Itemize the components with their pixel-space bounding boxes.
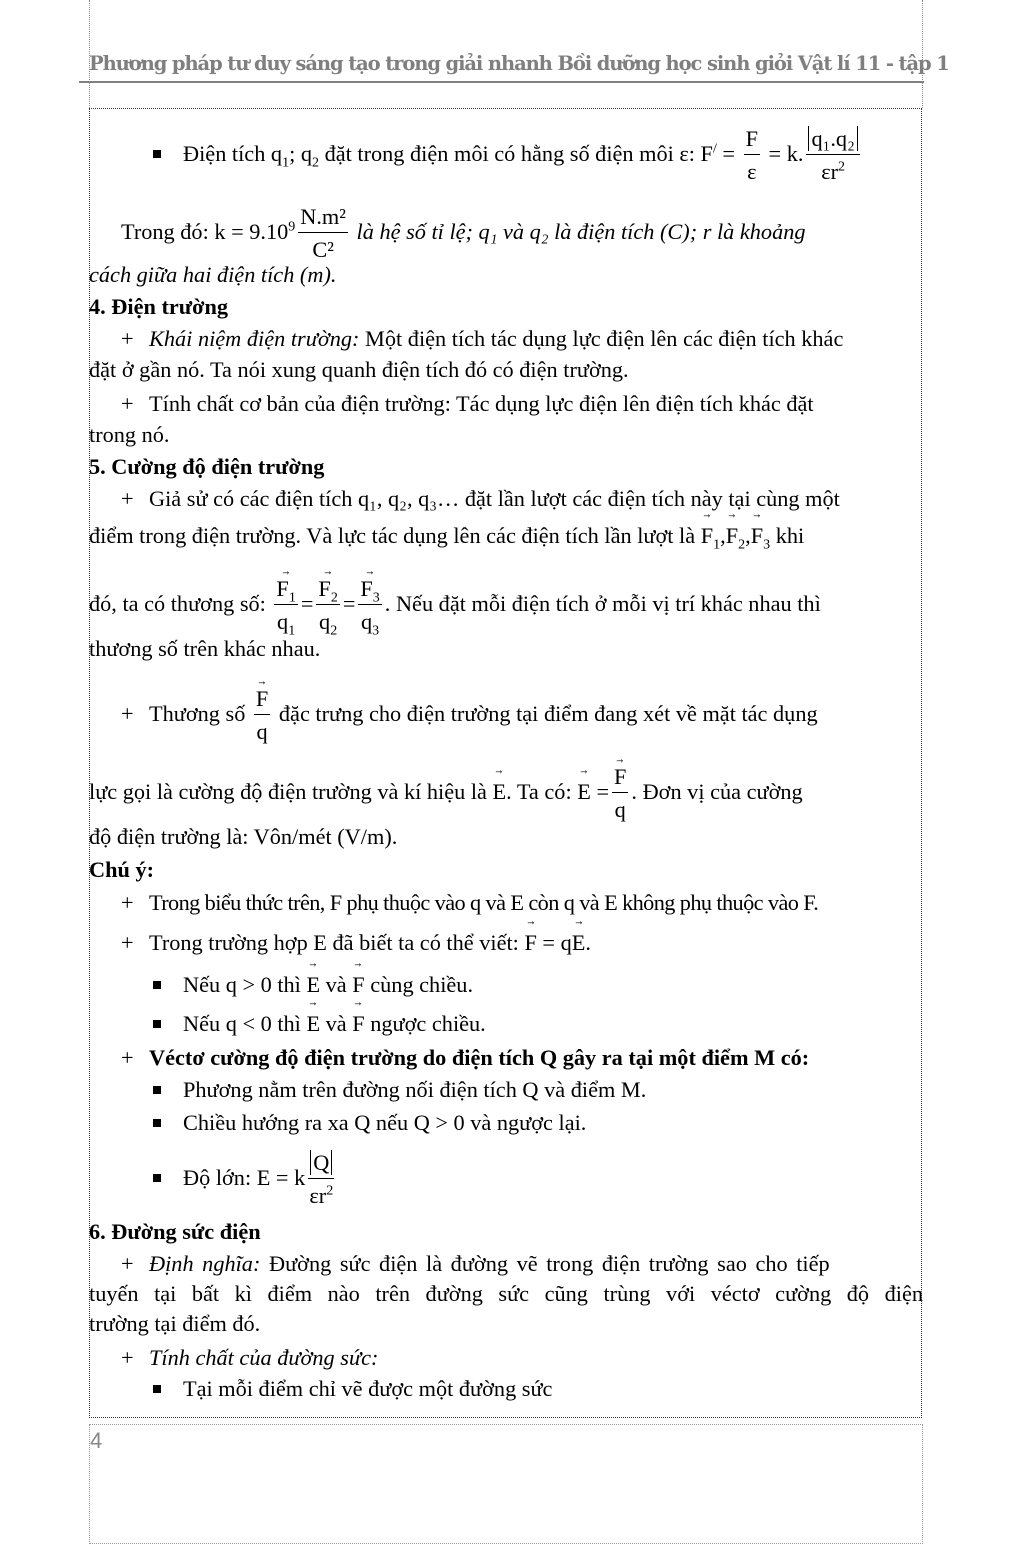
sub: 1 [713, 537, 721, 553]
vector-F: → F [352, 1009, 364, 1039]
num [316, 578, 339, 605]
text: Trong đó: k = 9.10 [121, 218, 289, 244]
num [308, 1152, 334, 1179]
sub: 2 [312, 155, 319, 171]
note-2-sub-1 [153, 970, 923, 1000]
vector-E: → E [493, 777, 507, 807]
vector-E: → E [572, 928, 586, 958]
num [358, 578, 381, 605]
vector-sense [153, 1108, 923, 1138]
den: ε [747, 159, 757, 185]
text: . Đơn vị của cường [631, 778, 803, 804]
num [254, 688, 270, 715]
abs-value: Q [310, 1150, 332, 1175]
abs-value: q₁.q₂ [808, 126, 857, 151]
text: và [320, 972, 353, 997]
vector-F: → F [524, 928, 536, 958]
text: F [318, 576, 331, 601]
den [821, 155, 845, 183]
vector-F: → F [352, 970, 364, 1000]
plus-bullet-icon: + [121, 1345, 134, 1370]
vector-E: → E [577, 777, 591, 807]
text: là hệ số tỉ lệ; q₁ và q₂ là điện tích (C); r là khoảng [350, 218, 806, 244]
label: Tính chất của đường sức: [149, 1345, 379, 1370]
square-bullet-icon [153, 1174, 161, 1182]
vector-magnitude [153, 1152, 923, 1208]
text: εr [309, 1183, 327, 1209]
text: εr [821, 159, 839, 185]
text: . Ta có: [506, 778, 572, 804]
text: = [342, 590, 356, 616]
num: N.m² [298, 206, 348, 233]
sec4-prop [121, 389, 923, 419]
unit-fraction [298, 206, 348, 262]
den [319, 605, 338, 639]
note-2-sub-2 [153, 1009, 923, 1039]
num [274, 578, 297, 605]
text: = q [542, 930, 572, 955]
label: Khái niệm điện trường: [149, 326, 360, 351]
vector-F [276, 576, 296, 606]
text: Giả sử có các điện tích q₁, q₂, q₃… đặt lần lượt các điện tích này tại cùng một [149, 486, 840, 511]
page-number: 4 [90, 1428, 103, 1453]
text: F [276, 576, 289, 601]
sup: 9 [288, 219, 296, 235]
sup: 2 [326, 1183, 334, 1199]
text: Nếu q < 0 thì [183, 1011, 301, 1036]
section-4-title: 4. Điện trường [89, 294, 229, 319]
den [361, 605, 380, 639]
sub: 2 [330, 623, 338, 639]
vector-F: → F [256, 688, 268, 710]
sub: 3 [763, 537, 771, 553]
sub: 1 [288, 590, 296, 606]
header-rule [79, 81, 924, 83]
text: Trong biểu thức trên, F phụ thuộc vào q và E còn q và E không phụ thuộc vào F. [149, 890, 819, 915]
plus-bullet-icon: + [121, 486, 134, 511]
sec4-concept [121, 324, 923, 354]
note-title: Chú ý: [89, 857, 155, 882]
vector-E: → E [306, 1009, 320, 1039]
sec4-concept-2: đặt ở gần nó. Ta nói xung quanh điện tích đó có điện trường. [89, 357, 629, 382]
text: Chiều hướng ra xa Q nếu Q > 0 và ngược lại. [183, 1110, 587, 1135]
sup: 2 [838, 159, 846, 175]
vector-F1 [701, 521, 713, 551]
running-header: Phương pháp tư duy sáng tạo trong giải nhanh Bồi dưỡng học sinh giỏi Vật lí 11 - tập 1 [89, 52, 949, 75]
square-bullet-icon [153, 1086, 161, 1094]
text: q [361, 609, 373, 635]
where-k-line-2: cách giữa hai điện tích (m). [89, 262, 337, 287]
num [806, 128, 859, 155]
vector-F2 [726, 521, 738, 551]
text: = [300, 590, 314, 616]
text: Thương số [149, 700, 246, 726]
sec5-p3 [121, 688, 923, 744]
sec6-prop-1 [153, 1374, 923, 1404]
text: q [319, 609, 331, 635]
square-bullet-icon [153, 150, 161, 158]
text: Tính chất cơ bản của điện trường: Tác dụng lực điện lên điện tích khác đặt [149, 391, 814, 416]
sec5-p1b: điểm trong điện trường. Và lực tác dụng lên các điện tích lần lượt là → $F_1,\to F_2,\to F_3$ khi [89, 521, 923, 551]
square-bullet-icon [153, 1020, 161, 1028]
den [277, 605, 296, 639]
fraction-coulomb [806, 128, 859, 184]
text: lực gọi là cường độ điện trường và kí hiệu là [89, 778, 487, 804]
text: Trong trường hợp E đã biết ta có thể viết: [149, 930, 519, 955]
text: điểm trong điện trường. Và lực tác dụng lên các điện tích lần lượt là [89, 523, 696, 548]
sub: 3 [372, 590, 380, 606]
section-5-title: 5. Cường độ điện trường [89, 454, 325, 479]
plus-bullet-icon: + [121, 391, 134, 416]
text: ngược chiều. [370, 1011, 486, 1036]
sec5-p3b [89, 766, 923, 822]
text: đặt trong điện môi có hằng số điện môi ε: F [319, 140, 713, 166]
plus-bullet-icon: + [121, 700, 134, 726]
ratio-2 [316, 576, 339, 639]
fraction-F-over-eps [744, 128, 760, 184]
sub: 1 [288, 623, 296, 639]
text: Điện tích q [183, 140, 283, 166]
square-bullet-icon [153, 1385, 161, 1393]
sec5-p2b: thương số trên khác nhau. [89, 636, 321, 661]
sec6-def [121, 1249, 923, 1279]
text: Véctơ cường độ điện trường do điện tích Q gây ra tại một điểm M có: [149, 1045, 810, 1070]
footer-frame [89, 1424, 923, 1544]
prime: / [712, 141, 717, 157]
text: Độ lớn: E = k [183, 1164, 306, 1190]
text: Nếu q > 0 thì [183, 972, 301, 997]
section-6-title: 6. Đường sức điện [89, 1219, 261, 1244]
den: q [614, 797, 626, 823]
den: q [256, 719, 268, 745]
text: F [750, 523, 764, 548]
text: = [716, 140, 741, 166]
sec6-def-2: tuyến tại bất kì điểm nào trên đường sức cũng trùng với véctơ cường độ điện [89, 1281, 923, 1306]
text: khi [775, 523, 805, 548]
text: F [700, 523, 714, 548]
where-k-line [121, 206, 923, 262]
vector-E: → E [306, 970, 320, 1000]
vector-properties [121, 1043, 923, 1073]
sec6-def-3: trường tại điểm đó. [89, 1311, 261, 1336]
sec4-prop-2: trong nó. [89, 422, 170, 447]
vector-F3 [751, 521, 763, 551]
text: . [585, 930, 591, 955]
sec6-prop [121, 1343, 923, 1373]
fraction-F-over-q [254, 688, 270, 744]
sub: 2 [330, 590, 338, 606]
vector-F: → F [614, 766, 626, 788]
sec5-p2 [89, 576, 923, 639]
sec5-p1 [121, 484, 923, 514]
den: C² [312, 237, 334, 263]
plus-bullet-icon: + [121, 1251, 134, 1276]
text: cùng chiều. [370, 972, 474, 997]
ratio-3 [358, 576, 381, 639]
note-1 [121, 888, 923, 918]
dielectric-bullet [153, 128, 923, 184]
text: Phương nằm trên đường nối điện tích Q và điểm M. [183, 1077, 647, 1102]
num [612, 766, 628, 793]
plus-bullet-icon: + [121, 930, 134, 955]
text: = [596, 778, 610, 804]
text: ; q [289, 140, 312, 166]
fraction-F-over-q [612, 766, 628, 822]
sub: 2 [738, 537, 746, 553]
text: và [320, 1011, 353, 1036]
vector-direction [153, 1075, 923, 1105]
sec5-p3c: độ điện trường là: Vôn/mét (V/m). [89, 824, 398, 849]
plus-bullet-icon: + [121, 1045, 134, 1070]
den [309, 1179, 333, 1207]
label: Định nghĩa: [149, 1251, 261, 1276]
text: đặc trưng cho điện trường tại điểm đang xét về mặt tác dụng [273, 700, 818, 726]
sub: 1 [282, 155, 290, 171]
vector-F [360, 576, 380, 606]
square-bullet-icon [153, 1119, 161, 1127]
sub: 3 [372, 623, 380, 639]
text: = k. [762, 140, 804, 166]
text: . Nếu đặt mỗi điện tích ở mỗi vị trí khác nhau thì [384, 590, 821, 616]
plus-bullet-icon: + [121, 326, 134, 351]
note-2 [121, 928, 923, 958]
text: Tại mỗi điểm chỉ vẽ được một đường sức [183, 1376, 553, 1401]
text: đó, ta có thương số: [89, 590, 266, 616]
plus-bullet-icon: + [121, 890, 133, 915]
text: Đường sức điện là đường vẽ trong điện trường sao cho tiếp [260, 1251, 830, 1276]
text: Một điện tích tác dụng lực điện lên các điện tích khác [359, 326, 844, 351]
text: F [360, 576, 373, 601]
fraction-Q-over-er2 [308, 1152, 334, 1208]
square-bullet-icon [153, 981, 161, 989]
text: F [725, 523, 739, 548]
text: q [277, 609, 289, 635]
ratio-1 [274, 576, 297, 639]
num: F [744, 128, 760, 155]
vector-F [318, 576, 338, 606]
